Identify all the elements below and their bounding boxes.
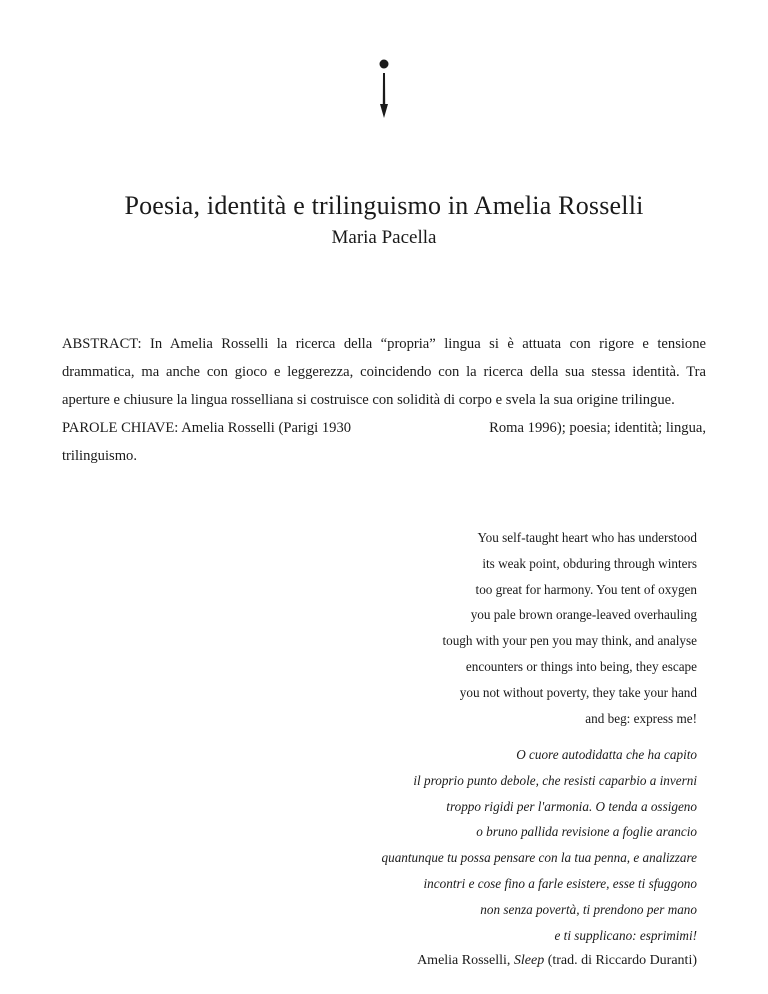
keywords-line [62,414,706,442]
poem-line: troppo rigidi per l'armonia. O tenda a ossigeno [446,798,697,814]
abstract-line: trilingue. [621,392,675,408]
poem-line: o bruno pallida revisione a foglie arancio [476,824,697,840]
abstract-text [62,330,706,414]
poem-line: encounters or things into being, they escape [465,658,697,674]
poem-line: quantunque tu possa pensare con la tua penna, e analizzare [381,850,697,866]
poem-english [442,525,697,731]
attribution-translator: (trad. di Riccardo Duranti) [544,953,697,968]
poem-line: O cuore autodidatta che ha capito [516,747,697,762]
poem-line: non senza povertà, ti prendono per mano [480,901,697,917]
poem-line: its weak point, obduring through winters [482,555,697,571]
poem-line: and beg: express me! [585,710,697,726]
poem-line: too great for harmony. You tent of oxygen [475,581,697,597]
abstract-line: Tra aperture e chiusure la lingua rosselliana si costruisce con solidità di corpo e svela la sua origine [62,364,706,408]
poem-line: e ti supplicano: esprimimi! [554,927,697,943]
keywords-part: PAROLE CHIAVE: Amelia Rosselli (Parigi 1930 [62,420,352,436]
abstract-line: In Amelia Rosselli la ricerca della “propria” lingua si è attuata con rigore e tensione [150,336,707,352]
attribution-work: Sleep [513,953,545,968]
poem-line: You self-taught heart who has understood [477,530,697,545]
poem-line: incontri e cose fino a farle esistere, esse ti sfuggono [423,875,697,891]
poem-attribution [417,950,697,972]
abstract-line: drammatica, ma anche con gioco e leggerezza, coincidendo con la ricerca della sua stessa identità. [62,364,680,380]
abstract-section [62,330,706,470]
keywords-part: Roma 1996); poesia; identità; lingua, [489,420,706,436]
poem-italian [382,742,698,948]
poem-line: il proprio punto debole, che resisti caparbio a inverni [413,772,697,788]
paper-title: Poesia, identità e trilinguismo in Amelia Rosselli [124,191,644,220]
abstract-label: ABSTRACT: [62,336,142,352]
poem-line: you not without poverty, they take your hand [459,684,697,700]
paper-author: Maria Pacella [331,227,437,248]
ornament-icon [374,58,394,120]
poem-line: tough with your pen you may think, and analyse [442,633,697,649]
attribution-author: Amelia Rosselli, [417,953,514,968]
poem-line: you pale brown orange-leaved overhauling [470,607,697,623]
keywords-end: trilinguismo. [62,448,137,464]
